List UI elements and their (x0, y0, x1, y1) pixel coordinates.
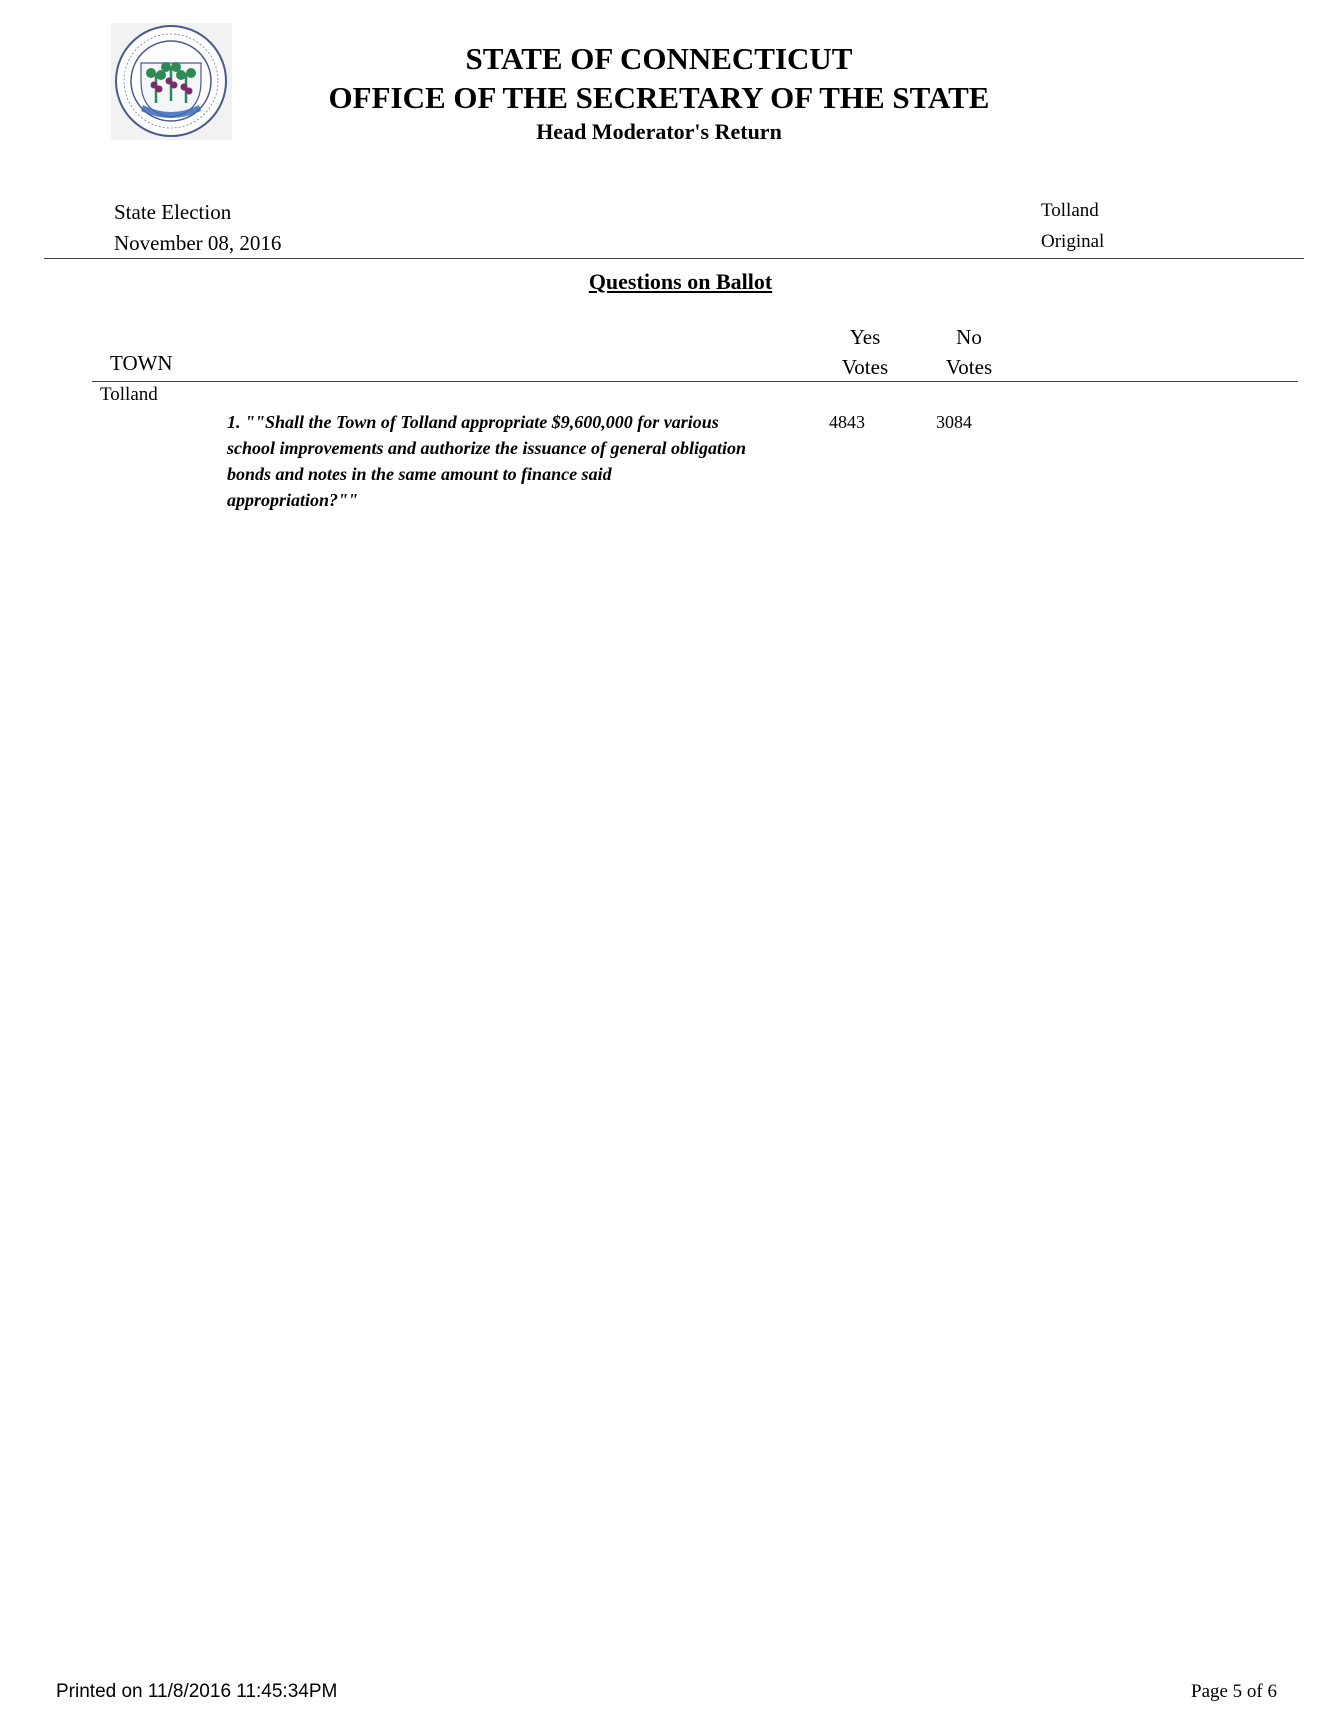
no-column-header-line1: No (956, 325, 982, 349)
page-title: STATE OF CONNECTICUT (465, 41, 853, 76)
report-status: Original (1041, 231, 1105, 252)
section-title: Questions on Ballot (588, 269, 773, 294)
table-row-town: Tolland (100, 384, 158, 405)
page-number: Page 5 of 6 (1191, 1681, 1278, 1702)
town-column-header: TOWN (110, 351, 173, 375)
no-column-header-line2: Votes (945, 355, 993, 379)
yes-column-header-line2: Votes (841, 355, 889, 379)
table-header-divider (92, 381, 1298, 382)
election-type: State Election (114, 200, 232, 224)
election-date: November 08, 2016 (114, 231, 282, 255)
office-title: OFFICE OF THE SECRETARY OF THE STATE (328, 80, 990, 115)
header-divider (44, 258, 1304, 259)
no-votes-value: 3084 (936, 412, 972, 432)
report-subtitle: Head Moderator's Return (536, 119, 782, 144)
election-town: Tolland (1041, 200, 1099, 221)
ballot-question: 1. ""Shall the Town of Tolland appropriate $9,600,000 for various school improvements and authorize the issuance of general obligation bonds and notes in the same amount to finance said appropriation?"" (227, 412, 747, 510)
printed-timestamp: Printed on 11/8/2016 11:45:34PM (56, 1681, 338, 1702)
yes-votes-value: 4843 (829, 412, 865, 432)
yes-column-header-line1: Yes (849, 325, 881, 349)
